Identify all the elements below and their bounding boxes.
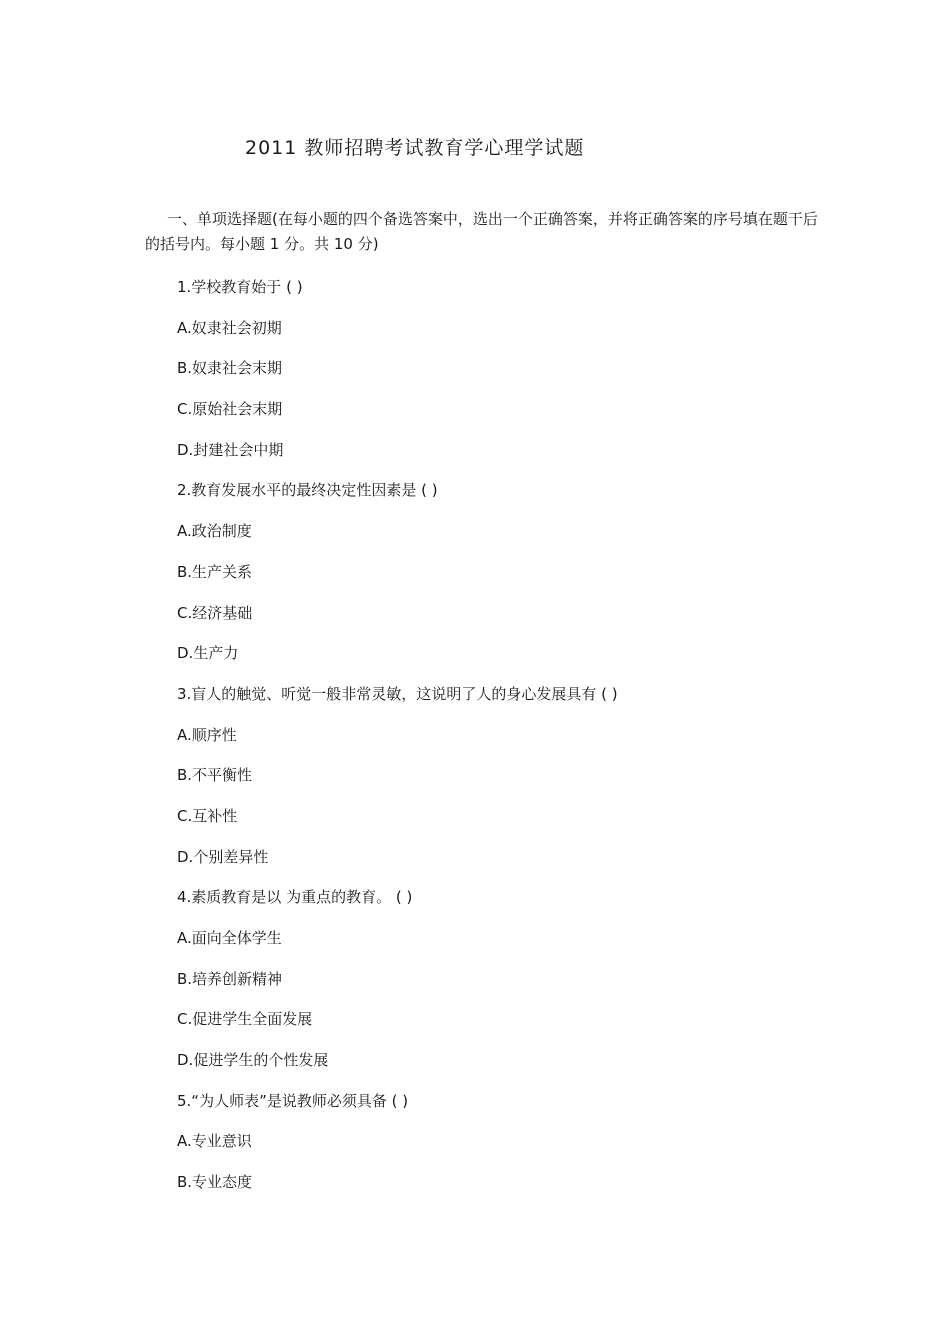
- question-3-stem: 3.盲人的触觉、听觉一般非常灵敏，这说明了人的身心发展具有 ( ): [177, 684, 618, 703]
- question-list: [177, 276, 618, 1212]
- question-4-option-b: B.培养创新精神: [177, 969, 283, 988]
- question-2-option-b: B.生产关系: [177, 562, 253, 581]
- section-instructions: 一、单项选择题(在每小题的四个备选答案中，选出一个正确答案，并将正确答案的序号填在题干后的括号内。每小题 1 分。共 10 分): [145, 210, 818, 253]
- question-1-option-a: A.奴隶社会初期: [177, 318, 282, 337]
- question-2-option-a: A.政治制度: [177, 522, 252, 541]
- document-title: 2011 教师招聘考试教育学心理学试题: [245, 137, 585, 159]
- question-1-option-b: B.奴隶社会末期: [177, 359, 283, 378]
- question-2-stem: 2.教育发展水平的最终决定性因素是 ( ): [177, 481, 438, 500]
- question-5-option-a: A.专业意识: [177, 1132, 252, 1151]
- question-1-option-d: D.封建社会中期: [177, 440, 284, 459]
- question-5-stem: 5.“为人师表”是说教师必须具备 ( ): [177, 1091, 409, 1110]
- question-4-option-a: A.面向全体学生: [177, 929, 282, 947]
- question-3-option-d: D.个别差异性: [177, 847, 269, 866]
- question-2-option-c: C.经济基础: [177, 603, 253, 622]
- question-2-option-d: D.生产力: [177, 644, 239, 663]
- question-3-option-b: B.不平衡性: [177, 766, 253, 785]
- question-1-stem: 1.学校教育始于 ( ): [177, 278, 303, 296]
- question-4-stem: 4.素质教育是以 为重点的教育。 ( ): [177, 888, 413, 907]
- question-1-option-c: C.原始社会末期: [177, 400, 283, 419]
- question-5-option-b: B.专业态度: [177, 1173, 253, 1192]
- question-3-option-a: A.顺序性: [177, 725, 237, 744]
- question-4-option-d: D.促进学生的个性发展: [177, 1051, 329, 1070]
- question-3-option-c: C.互补性: [177, 806, 238, 825]
- question-4-option-c: C.促进学生全面发展: [177, 1010, 313, 1029]
